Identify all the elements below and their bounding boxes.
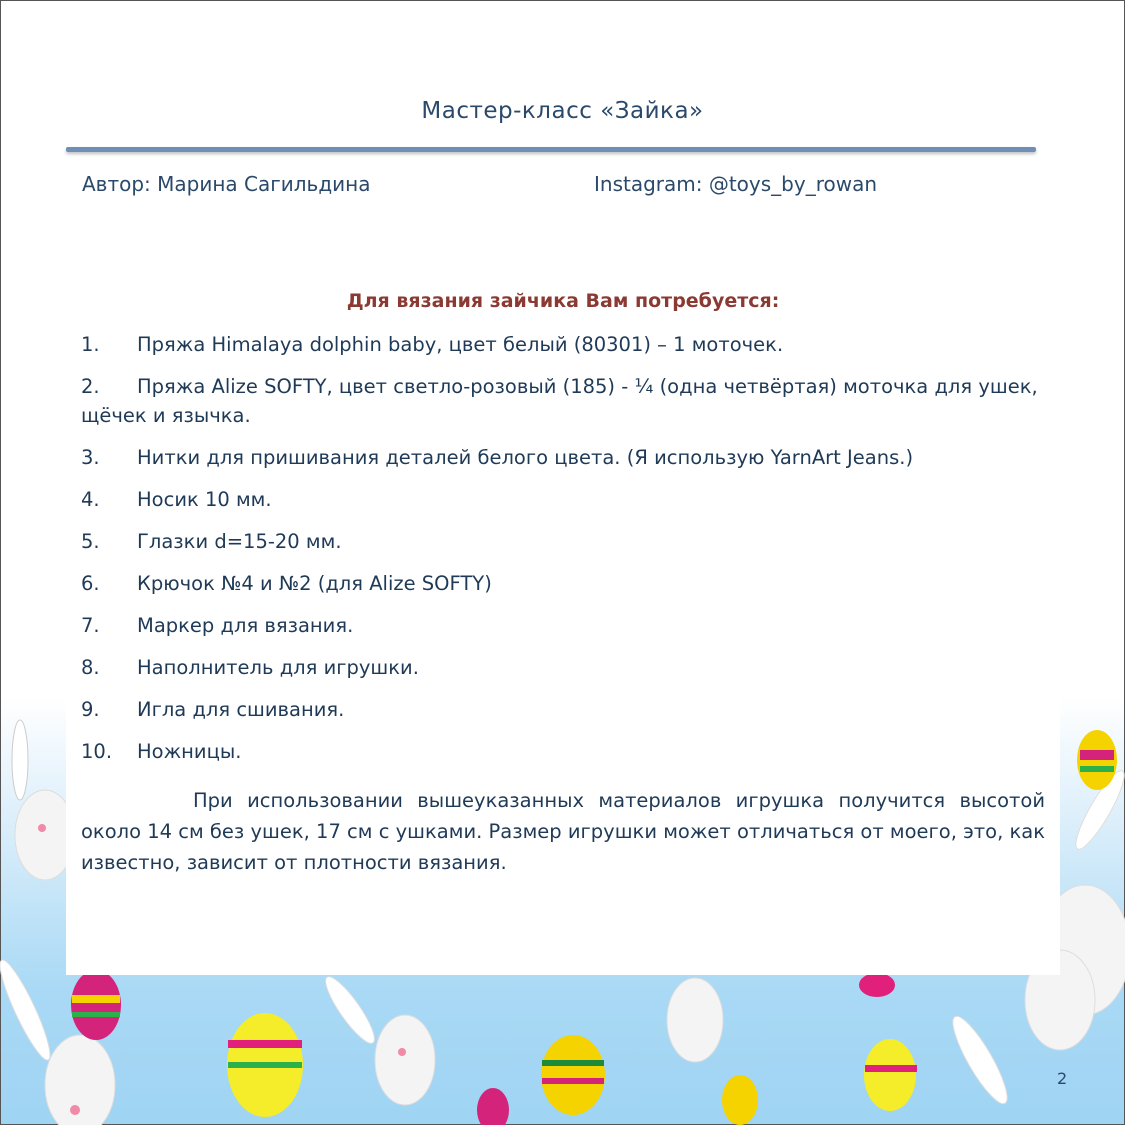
item-text: Крючок №4 и №2 (для Alize SOFTY)	[137, 572, 492, 595]
list-item	[81, 443, 1045, 472]
list-item	[81, 485, 1045, 514]
item-number: 3.	[81, 446, 100, 469]
item-number: 6.	[81, 572, 100, 595]
list-item	[81, 372, 1045, 430]
size-note-paragraph: При использовании вышеуказанных материалов игрушка получится высотой около 14 см без ушек, 17 см с ушками. Размер игрушки может отличаться от моего, это, как известно, зависит от плотности вязания.	[81, 789, 1045, 874]
item-text: Нитки для пришивания деталей белого цвета. (Я использую YarnArt Jeans.)	[137, 446, 914, 469]
materials-card	[66, 278, 1060, 975]
item-text: Игла для сшивания.	[137, 698, 345, 721]
instagram-handle: Instagram: @toys_by_rowan	[594, 172, 878, 196]
item-number: 9.	[81, 698, 100, 721]
bunny-center	[319, 971, 435, 1105]
item-number: 10.	[81, 740, 113, 763]
egg-small-bottom	[477, 1075, 758, 1125]
item-number: 1.	[81, 333, 100, 356]
item-number: 7.	[81, 614, 100, 637]
materials-list	[81, 330, 1045, 779]
item-text: Наполнитель для игрушки.	[137, 656, 419, 679]
list-item	[81, 527, 1045, 556]
egg-right-top	[1077, 730, 1117, 790]
list-item	[81, 330, 1045, 359]
author-line: Автор: Марина Сагильдина	[82, 172, 371, 196]
materials-heading: Для вязания зайчика Вам потребуется:	[346, 290, 780, 312]
egg-yellow-center	[227, 1013, 303, 1117]
item-text: Маркер для вязания.	[137, 614, 354, 637]
list-item	[81, 695, 1045, 724]
bunny-center-right	[667, 978, 723, 1062]
egg-striped	[541, 1035, 605, 1115]
list-item	[81, 569, 1045, 598]
item-text: Ножницы.	[137, 740, 242, 763]
item-text: Носик 10 мм.	[137, 488, 272, 511]
item-number: 5.	[81, 530, 100, 553]
list-item	[81, 611, 1045, 640]
item-text: Глазки d=15-20 мм.	[137, 530, 342, 553]
item-number: 8.	[81, 656, 100, 679]
list-item	[81, 737, 1045, 766]
title-divider	[66, 147, 1036, 152]
page-number: 2	[1057, 1069, 1068, 1088]
item-text: Пряжа Himalaya dolphin baby, цвет белый (80301) – 1 моточек.	[137, 333, 784, 356]
egg-right-bottom	[859, 973, 917, 1111]
list-item	[81, 653, 1045, 682]
item-text: Пряжа Alize SOFTY, цвет светло-розовый (185) - ¼ (одна четвёртая) моточка для ушек, щёчек и язычка.	[81, 375, 1038, 427]
item-number: 2.	[81, 375, 100, 398]
item-number: 4.	[81, 488, 100, 511]
egg-left	[71, 970, 121, 1040]
page-title: Мастер-класс «Зайка»	[421, 98, 704, 124]
